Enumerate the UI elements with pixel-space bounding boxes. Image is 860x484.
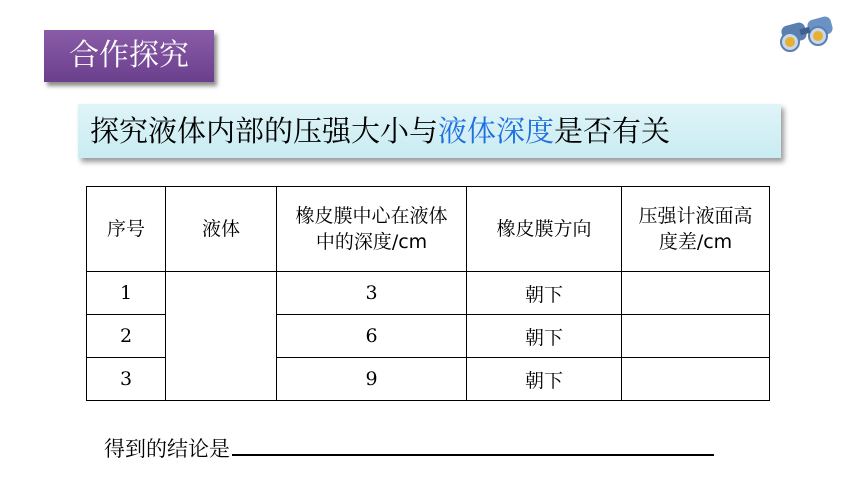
col-header-index: 序号 [87,187,166,272]
experiment-table [86,186,770,401]
conclusion-line [104,430,714,463]
row-depth: 6 [277,315,467,358]
row-direction: 朝下 [467,358,622,401]
row-height-diff [622,315,770,358]
row-depth: 3 [277,272,467,315]
row-height-diff [622,358,770,401]
title-prefix: 探究液体内部的压强大小与 [90,114,439,148]
row-direction: 朝下 [467,272,622,315]
col-header-depth: 橡皮膜中心在液体中的深度/cm [277,187,467,272]
row-depth: 9 [277,358,467,401]
section-badge: 合作探究 [44,30,214,82]
binoculars-icon [778,14,840,56]
col-header-direction: 橡皮膜方向 [467,187,622,272]
row-index: 1 [87,272,166,315]
title-highlight: 液体深度 [438,114,555,148]
col-header-liquid: 液体 [166,187,277,272]
col-header-height-diff: 压强计液面高度差/cm [622,187,770,272]
liquid-cell [166,272,277,401]
title-suffix: 是否有关 [554,114,671,148]
row-index: 2 [87,315,166,358]
row-index: 3 [87,358,166,401]
table-header-row [87,187,770,272]
conclusion-blank[interactable] [232,430,714,456]
inquiry-title [78,104,781,158]
row-height-diff [622,272,770,315]
row-direction: 朝下 [467,315,622,358]
conclusion-label: 得到的结论是 [104,437,230,461]
table-row [87,272,770,315]
